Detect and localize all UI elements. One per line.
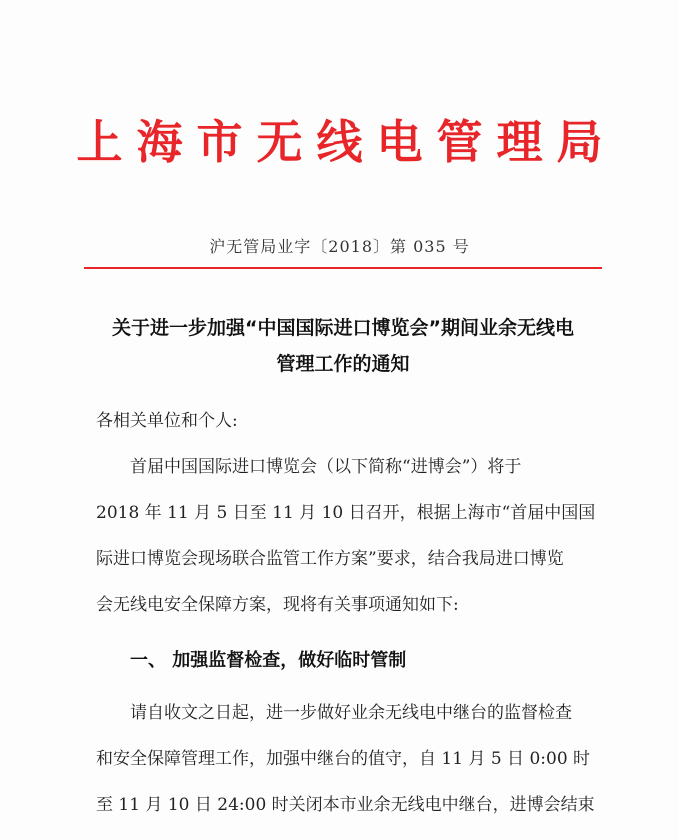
paragraph-line: 首届中国国际进口博览会（以下简称“进博会”）将于 [130,457,522,477]
notice-title [84,310,602,382]
paragraph-line: 际进口博览会现场联合监管工作方案”要求，结合我局进口博览 [96,549,564,569]
paragraph-line: 请自收文之日起，进一步做好业余无线电中继台的监督检查 [130,703,572,723]
paragraph-line: 和安全保障管理工作，加强中继台的值守，自 11 月 5 日 0:00 时 [96,749,591,769]
organization-letterhead: 上海市无线电管理局 [76,115,617,169]
document-number: 沪无管局业字〔2018〕第 035 号 [209,237,470,256]
paragraph-line: 会无线电安全保障方案，现将有关事项通知如下: [96,595,459,615]
notice-title-line-1: 关于进一步加强“中国国际进口博览会”期间业余无线电 [112,317,574,339]
paragraph-section-1 [96,690,606,828]
paragraph-line: 至 11 月 10 日 24:00 时关闭本市业余无线电中继台，进博会结束 [96,795,595,815]
red-divider-line [84,267,602,269]
salutation: 各相关单位和个人: [96,411,238,431]
paragraph-line: 2018 年 11 月 5 日至 11 月 10 日召开，根据上海市“首届中国国 [96,503,596,523]
section-heading-1: 一、 加强监督检查，做好临时管制 [130,650,407,671]
paragraph-intro [96,444,606,628]
notice-title-line-2: 管理工作的通知 [276,353,410,375]
